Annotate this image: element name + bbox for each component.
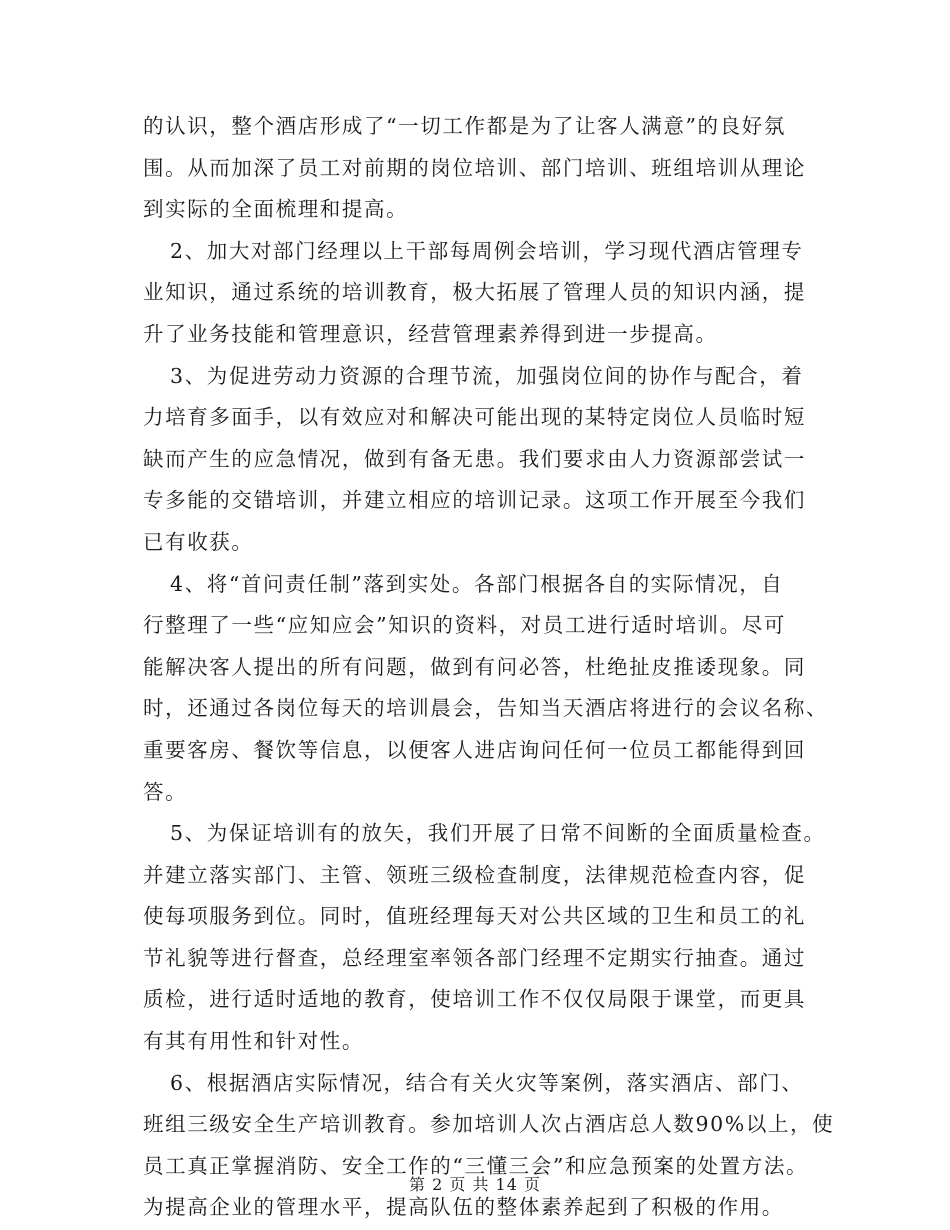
text-line: 缺而产生的应急情况，做到有备无患。我们要求由人力资源部尝试一 — [143, 446, 806, 471]
text-line: 节礼貌等进行督查，总经理室率领各部门经理不定期实行抽查。通过 — [143, 945, 806, 970]
paragraph-item-3 — [143, 356, 823, 564]
text-line: 质检，进行适时适地的教育，使培训工作不仅仅局限于课堂，而更具 — [143, 987, 806, 1012]
text-line: 并建立落实部门、主管、领班三级检查制度，法律规范检查内容，促 — [143, 862, 806, 887]
page-number-footer: 第 2 页 共 14 页 — [409, 1175, 541, 1194]
text-line: 为提高企业的管理水平，提高队伍的整体素养起到了积极的作用。 — [143, 1195, 784, 1220]
document-body — [143, 106, 835, 1229]
text-line: 能解决客人提出的所有问题，做到有问必答，杜绝扯皮推诿现象。同 — [143, 654, 806, 679]
text-line: 6、根据酒店实际情况，结合有关火灾等案例，落实酒店、部门、 — [170, 1070, 804, 1095]
text-line: 2、加大对部门经理以上干部每周例会培训，学习现代酒店管理专 — [170, 238, 804, 263]
text-line: 使每项服务到位。同时，值班经理每天对公共区域的卫生和员工的礼 — [143, 904, 806, 929]
paragraph-item-2 — [143, 231, 823, 356]
text-line: 5、为保证培训有的放矢，我们开展了日常不间断的全面质量检查。 — [170, 821, 826, 846]
text-line: 重要客房、餐饮等信息，以便客人进店询问任何一位员工都能得到回 — [143, 737, 806, 762]
text-line: 的认识，整个酒店形成了“一切工作都是为了让客人满意”的良好氛 — [143, 114, 786, 138]
text-line: 行整理了一些“应知应会”知识的资料，对员工进行适时培训。尽可 — [143, 613, 786, 638]
text-line: 到实际的全面梳理和提高。 — [143, 197, 409, 222]
text-line: 员工真正掌握消防、安全工作的“三懂三会”和应急预案的处置方法。 — [143, 1153, 809, 1178]
text-line: 围。从而加深了员工对前期的岗位培训、部门培训、班组培训从理论 — [143, 155, 806, 180]
text-line: 时，还通过各岗位每天的培训晨会，告知当天酒店将进行的会议名称、 — [143, 696, 829, 721]
text-line: 答。 — [143, 779, 188, 804]
paragraph-intro-continued — [143, 106, 823, 231]
text-line: 升了业务技能和管理意识，经营管理素养得到进一步提高。 — [143, 321, 718, 346]
paragraph-item-5 — [143, 813, 826, 1063]
text-line: 专多能的交错培训，并建立相应的培训记录。这项工作开展至今我们 — [143, 488, 806, 513]
paragraph-item-4 — [143, 564, 829, 814]
text-line: 业知识，通过系统的培训教育，极大拓展了管理人员的知识内涵，提 — [143, 280, 806, 305]
paragraph-item-6 — [143, 1063, 835, 1229]
text-line: 有其有用性和针对性。 — [143, 1029, 364, 1054]
text-line: 4、将“首问责任制”落到实处。各部门根据各自的实际情况，自 — [170, 571, 784, 596]
text-line: 已有收获。 — [143, 529, 254, 554]
text-line: 班组三级安全生产培训教育。参加培训人次占酒店总人数90%以上，使 — [143, 1112, 835, 1137]
text-line: 力培育多面手，以有效应对和解决可能出现的某特定岗位人员临时短 — [143, 405, 806, 430]
text-line: 3、为促进劳动力资源的合理节流，加强岗位间的协作与配合，着 — [170, 363, 804, 388]
